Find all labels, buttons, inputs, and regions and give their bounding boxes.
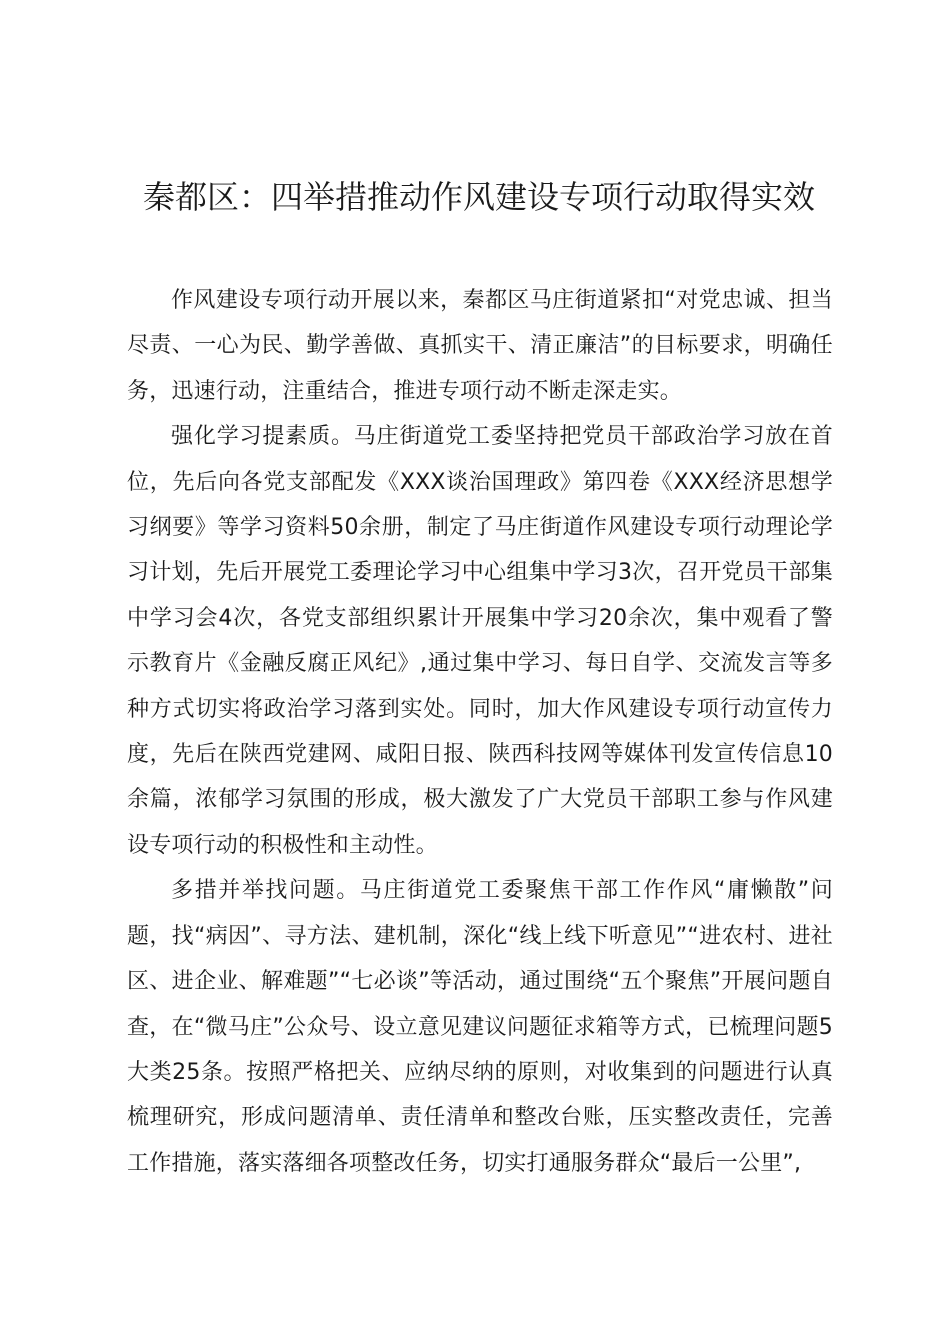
- paragraph-problems: 多措并举找问题。马庄街道党工委聚焦干部工作作风“庸懒散”问题，找“病因”、寻方法、建机制，深化“线上线下听意见”“进农村、进社区、进企业、解难题”“七必谈”等活动，通过围绕“五个聚焦”开展问题自查，在“微马庄”公众号、设立意见建议问题征求箱等方式，已梳理问题5大类25条。按照严格把关、应纳尽纳的原则，对收集到的问题进行认真梳理研究，形成问题清单、责任清单和整改台账，压实整改责任，完善工作措施，落实落细各项整改任务，切实打通服务群众“最后一公里”,: [127, 878, 833, 1176]
- document-body: [127, 278, 833, 1186]
- paragraph-intro: 作风建设专项行动开展以来，秦都区马庄街道紧扣“对党忠诚、担当尽责、一心为民、勤学善做、真抓实干、清正廉洁”的目标要求，明确任务，迅速行动，注重结合，推进专项行动不断走深走实。: [127, 288, 833, 404]
- document-title: 秦都区：四举措推动作风建设专项行动取得实效: [142, 178, 815, 216]
- paragraph-study: 强化学习提素质。马庄街道党工委坚持把党员干部政治学习放在首位，先后向各党支部配发《XXX谈治国理政》第四卷《XXX经济思想学习纲要》等学习资料50余册，制定了马庄街道作风建设专项行动理论学习计划，先后开展党工委理论学习中心组集中学习3次，召开党员干部集中学习会4次，各党支部组织累计开展集中学习20余次，集中观看了警示教育片《金融反腐正风纪》,通过集中学习、每日自学、交流发言等多种方式切实将政治学习落到实处。同时，加大作风建设专项行动宣传力度，先后在陕西党建网、咸阳日报、陕西科技网等媒体刊发宣传信息10余篇，浓郁学习氛围的形成，极大激发了广大党员干部职工参与作风建设专项行动的积极性和主动性。: [127, 424, 833, 858]
